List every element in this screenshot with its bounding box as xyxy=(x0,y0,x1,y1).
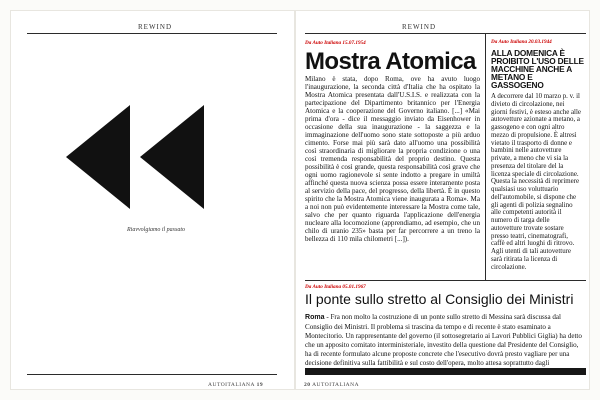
mostra-headline: Mostra Atomica xyxy=(305,48,476,75)
ponte-source: Da Auto Italiana 05.01.1967 xyxy=(305,284,366,290)
right-top-rule xyxy=(305,33,586,34)
right-folio-magazine: AUTOITALIANA xyxy=(312,382,360,388)
domenica-body: A decorrere dal 10 marzo p. v. il divieto di circolazione, nei giorni festivi, è esteso anche alle autovetture azionate a metano, a gassogeno e con ogni altro mezzo di propulsione. È altresì vietato il trasporto di donne e bambini nelle autovetture private, a meno che vi sia la presenza del titolare del la licenza speciale di circolazione. Questa la necessità di reprimere qualsiasi uso voluttuario dell'automobile, si dispone che gli agenti di polizia segnalino alle competenti autorità il numero di targa delle autovetture trovate sostare presso teatri, cinematografi, caffè ed altri luoghi di ritrovo. Agli utenti di tali autovetture sarà ritirata la licenza di circolazione. xyxy=(491,93,581,271)
left-folio xyxy=(208,382,263,388)
rewind-triangle-right xyxy=(140,105,204,209)
bottom-article-rule xyxy=(305,280,586,281)
ponte-body xyxy=(305,313,586,376)
left-bottom-rule xyxy=(27,374,277,375)
bottom-black-bar xyxy=(305,368,586,375)
rewind-triangle-left xyxy=(66,105,130,209)
left-top-rule xyxy=(27,33,277,34)
rewind-icon xyxy=(66,97,266,217)
left-folio-magazine: AUTOITALIANA xyxy=(208,382,255,388)
right-folio-number: 20 xyxy=(304,382,311,388)
domenica-source: Da Auto Italiana 20.03.1944 xyxy=(491,39,552,45)
left-caption: Riavvolgiamo il passato xyxy=(127,227,185,233)
ponte-headline: Il ponte sullo stretto al Consiglio dei Ministri xyxy=(305,291,574,307)
mostra-body: Milano è stata, dopo Roma, ove ha avuto luogo l'inaugurazione, la seconda città d'Italia che ha ospitato la Mostra Atomica presentata dall'U.S.I.S. e realizzata con la partecipazione del Dipartimento britannico per l'Energia Atomica e la cooperazione del Governo italiano. [...] «Mai prima d'ora - dice il messaggio inviato da Eisenhower in occasione della sua inaugurazione - la saggezza e la immaginazione dell'uomo sono state sottoposte a più arduo cimento. Forse mai più sarà dato all'uomo una possibilità così straordinaria di migliorare la propria condizione o una così tremenda responsabilità del proprio destino. Questa possibilità è così grande, questa responsabilità così grave che ogni uomo ragionevole si sente indotto a pregare in umiltà affinché questa nuova scienza possa essere interamente posta al servizio della pace, del progresso, della libertà. È in questo spirito che la Mostra Atomica viene inaugurata a Roma». Ma a noi non può evidentemente interessare la Mostra come tale, salvo che per quanto riguarda l'applicazione dell'energia nucleare alla locomozione (apprendiamo, ad esempio, che un chilo di uranio 235» basta per far percorrere a un treno la bellezza di 110 mila chilometri [...]). xyxy=(305,75,480,243)
domenica-headline: ALLA DOMENICA È PROIBITO L'USO DELLE MACCHINE ANCHE A METANO E GASSOGENO xyxy=(491,48,584,91)
mostra-source: Da Auto Italiana 15.07.1954 xyxy=(305,40,366,46)
ponte-body-text: - Fra non molto la costruzione di un ponte sullo stretto di Messina sarà discussa dal Consiglio dei Ministri. Il problema si trascina da tempo e di recente è stato esaminato a Montecitorio. Un rappresentante del governo (il sottosegretario ai Lavori Pubblici Giglia) ha detto che un apposito comitato interministeriale, investito della questione dal Presidente del Consiglio, ha di recente formulato alcune proposte concrete che l'esecutivo dovrà presto vagliare per una decisione definitiva sulla fattibilità e sul costo dell'opera, molto attesa soprattutto dagli xyxy=(305,313,582,367)
ponte-lead: Roma xyxy=(305,314,325,321)
left-folio-number: 19 xyxy=(256,382,264,388)
column-divider xyxy=(485,34,486,280)
right-running-head: REWIND xyxy=(402,23,436,31)
right-folio xyxy=(304,382,359,388)
left-running-head: REWIND xyxy=(138,23,172,31)
